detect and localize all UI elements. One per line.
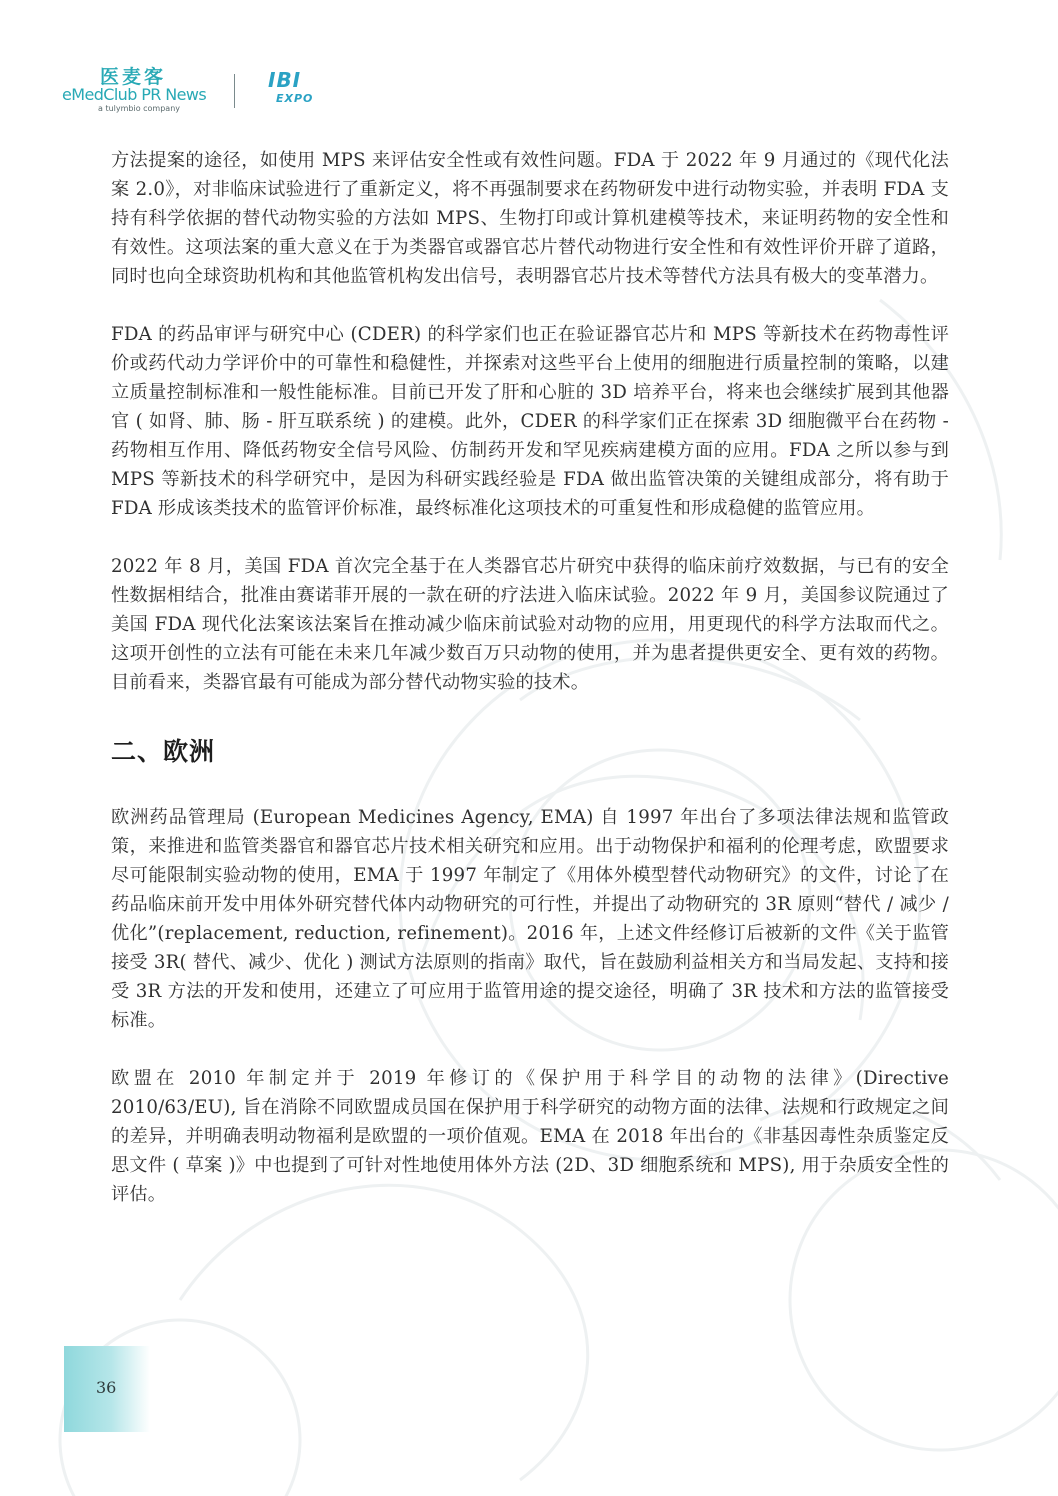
page-number: 36 [96, 1378, 117, 1397]
emedclub-logo-cn: 医麦客 [100, 66, 167, 88]
emedclub-logo-sub: a tulymbio company [98, 104, 181, 113]
paragraph-eu-directive: 欧盟在 2010 年制定并于 2019 年修订的《保护用于科学目的动物的法律》(Directive 2010/63/EU), 旨在消除不同欧盟成员国在保护用于科学研究的动物方面的法律、法规和行政规定之间的差异，并明确表明动物福利是欧盟的一项价值观。EMA 在 2018 年出台的《非基因毒性杂质鉴定反思文件 ( 草案 )》中也提到了可针对性地使用体外方法 (2D、3D 细胞系统和 MPS), 用于杂质安全性的评估。 [111, 1068, 949, 1205]
paragraph-2022-approval: 2022 年 8 月，美国 FDA 首次完全基于在人类器官芯片研究中获得的临床前疗效数据，与已有的安全性数据相结合，批准由赛诺菲开展的一款在研的疗法进入临床试验。2022 年 9 月，美国参议院通过了美国 FDA 现代化法案该法案旨在推动减少临床前试验对动物的应用，用更现代的科学方法取而代之。这项开创性的立法有可能在未来几年减少数百万只动物的使用，并为患者提供更安全、更有效的药物。目前看来，类器官最有可能成为部分替代动物实验的技术。 [111, 556, 949, 693]
ibi-logo-text: IBI [268, 68, 302, 92]
main-content [111, 146, 949, 1209]
section-title-europe: 二、欧洲 [111, 737, 216, 766]
page-header [62, 62, 382, 122]
paragraph-fda-modernization: 方法提案的途径，如使用 MPS 来评估安全性或有效性问题。FDA 于 2022 年 9 月通过的《现代化法案 2.0》，对非临床试验进行了重新定义，将不再强制要求在药物研发中进行动物实验，并表明 FDA 支持有科学依据的替代动物实验的方法如 MPS、生物打印或计算机建模等技术，来证明药物的安全性和有效性。这项法案的重大意义在于为类器官或器官芯片替代动物进行安全性和有效性评价开辟了道路，同时也向全球资助机构和其他监管机构发出信号，表明器官芯片技术等替代方法具有极大的变革潜力。 [111, 150, 949, 287]
paragraph-cder-research: FDA 的药品审评与研究中心 (CDER) 的科学家们也正在验证器官芯片和 MPS 等新技术在药物毒性评价或药代动力学评价中的可靠性和稳健性，并探索对这些平台上使用的细胞进行质量控制的策略，以建立质量控制标准和一般性能标准。目前已开发了肝和心脏的 3D 培养平台，将来也会继续扩展到其他器官 ( 如肾、肺、肠 - 肝互联系统 ) 的建模。此外，CDER 的科学家们正在探索 3D 细胞微平台在药物 - 药物相互作用、降低药物安全信号风险、仿制药开发和罕见疾病建模方面的应用。FDA 之所以参与到 MPS 等新技术的科学研究中，是因为科研实践经验是 FDA 做出监管决策的关键组成部分，将有助于 FDA 形成该类技术的监管评价标准，最终标准化这项技术的可重复性和形成稳健的监管应用。 [111, 324, 949, 519]
paragraph-ema-3r: 欧洲药品管理局 (European Medicines Agency, EMA) 自 1997 年出台了多项法律法规和监管政策，来推进和监管类器官和器官芯片技术相关研究和应用。出于动物保护和福利的伦理考虑，欧盟要求尽可能限制实验动物的使用，EMA 于 1997 年制定了《用体外模型替代动物研究》的文件，讨论了在药品临床前开发中用体外研究替代体内动物研究的可行性，并提出了动物研究的 3R 原则“替代 / 减少 / 优化”(replacement, reduction, refinement)。2016 年，上述文件经修订后被新的文件《关于监管接受 3R( 替代、减少、优化 ) 测试方法原则的指南》取代，旨在鼓励利益相关方和当局发起、支持和接受 3R 方法的开发和使用，还建立了可应用于监管用途的提交途径，明确了 3R 技术和方法的监管接受标准。 [111, 807, 949, 1031]
ibi-expo-logo [262, 68, 314, 112]
logo-divider [234, 74, 235, 108]
expo-logo-text: EXPO [276, 92, 314, 105]
emedclub-logo-en: eMedClub PR News [62, 85, 207, 104]
